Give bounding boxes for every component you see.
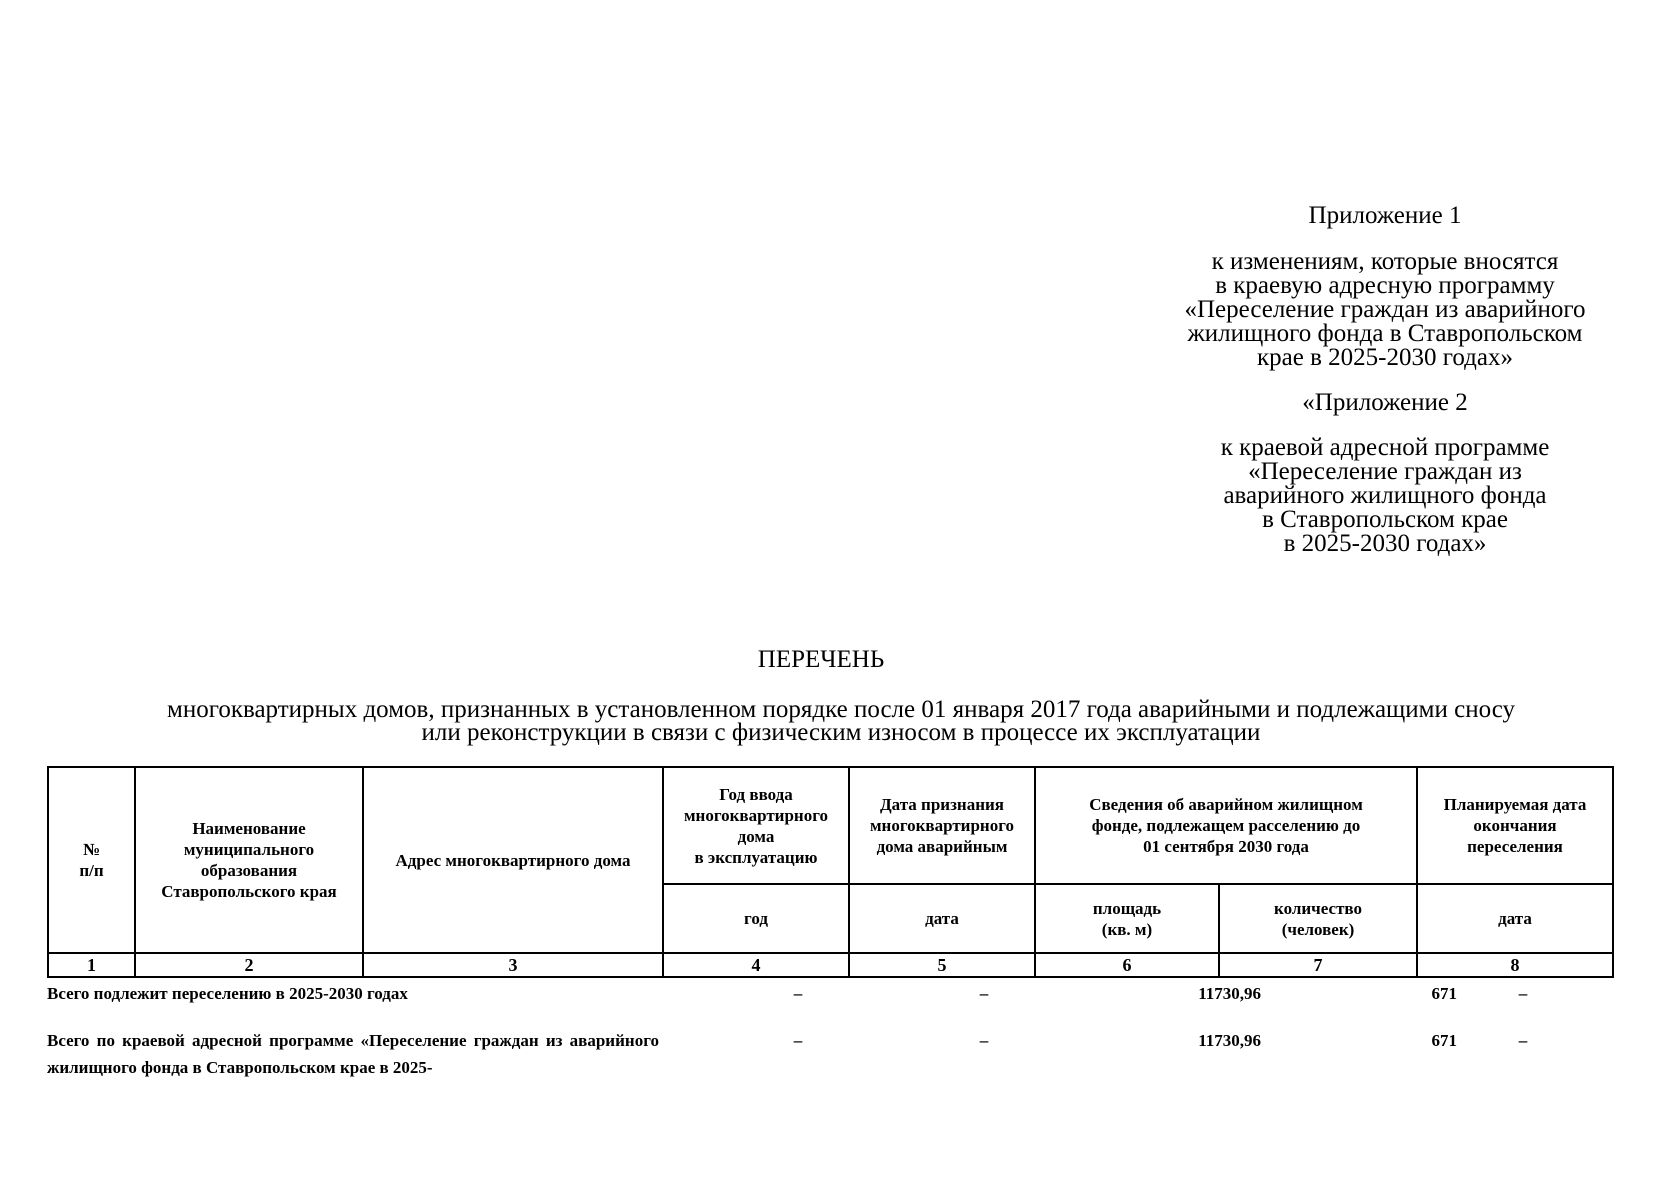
appendix-text-1 <box>1140 250 1630 370</box>
total-label: Всего подлежит переселению в 2025-2030 годах <box>47 984 408 1003</box>
column-number: 5 <box>849 953 1035 977</box>
total-date: – <box>979 984 989 1003</box>
appendix-text-line: «Переселение граждан из <box>1248 458 1522 485</box>
appendix-title-2: «Приложение 2 <box>1302 389 1468 416</box>
total-area: 11730,96 <box>1198 984 1261 1003</box>
subheader-planned-date: дата <box>1417 884 1613 953</box>
subtitle-line: многоквартирных домов, признанных в установленном порядке после 01 января 2017 года аварийными и подлежащими сносу <box>167 696 1515 723</box>
header-municipality: Наименование муниципального образования Ставропольского края <box>135 767 363 953</box>
total-year: – <box>793 984 803 1003</box>
housing-list-table <box>47 766 1614 978</box>
header-planned-date: Планируемая дата окончания переселения <box>1417 767 1613 884</box>
document-subtitle <box>40 698 1642 744</box>
column-number: 7 <box>1219 953 1417 977</box>
subtitle-line: или реконструкции в связи с физическим износом в процессе их эксплуатации <box>421 719 1261 746</box>
total-row <box>47 1027 1612 1081</box>
header-emergency-fund-info: Сведения об аварийном жилищном фонде, подлежащем расселению до 01 сентября 2030 года <box>1035 767 1417 884</box>
appendix-text-line: в краевую адресную программу <box>1215 272 1555 299</box>
total-area: 11730,96 <box>1198 1031 1261 1050</box>
appendix-header <box>1140 204 1630 577</box>
total-year: – <box>793 1031 803 1050</box>
table-header-row <box>48 767 1613 884</box>
appendix-text-line: аварийного жилищного фонда <box>1223 482 1547 509</box>
appendix-text-line: в 2025-2030 годах» <box>1283 530 1487 557</box>
header-emergency-date: Дата признания многоквартирного дома аварийным <box>849 767 1035 884</box>
total-planned-date: – <box>1518 984 1528 1003</box>
subheader-date: дата <box>849 884 1035 953</box>
column-number: 3 <box>363 953 663 977</box>
total-row <box>47 980 1612 1027</box>
appendix-title-1: Приложение 1 <box>1308 202 1462 229</box>
subheader-people: количество (человек) <box>1219 884 1417 953</box>
header-address: Адрес многоквартирного дома <box>363 767 663 953</box>
column-numbers-row <box>48 953 1613 977</box>
column-number: 6 <box>1035 953 1219 977</box>
appendix-text-line: в Ставропольском крае <box>1262 506 1508 533</box>
total-people: 671 <box>1431 984 1457 1003</box>
subheader-year: год <box>663 884 849 953</box>
column-number: 2 <box>135 953 363 977</box>
column-number: 8 <box>1417 953 1613 977</box>
total-date: – <box>979 1031 989 1050</box>
appendix-text-line: крае в 2025-2030 годах» <box>1257 344 1513 371</box>
subheader-area: площадь (кв. м) <box>1035 884 1219 953</box>
appendix-text-line: к изменениям, которые вносятся <box>1211 248 1559 275</box>
appendix-text-2 <box>1140 436 1630 556</box>
total-label: Всего по краевой адресной программе «Переселение граждан из аварийного жилищного фонда в Ставропольском крае в 2025- <box>47 1031 659 1077</box>
header-commission-year: Год ввода многоквартирного дома в эксплуатацию <box>663 767 849 884</box>
header-number: № п/п <box>48 767 135 953</box>
appendix-text-line: жилищного фонда в Ставропольском <box>1187 320 1583 347</box>
appendix-text-line: «Переселение граждан из аварийного <box>1184 296 1586 323</box>
total-people: 671 <box>1431 1031 1457 1050</box>
total-planned-date: – <box>1518 1031 1528 1050</box>
column-number: 4 <box>663 953 849 977</box>
column-number: 1 <box>48 953 135 977</box>
appendix-text-line: к краевой адресной программе <box>1220 434 1550 461</box>
document-title: ПЕРЕЧЕНЬ <box>757 646 885 673</box>
totals-section <box>47 980 1612 1081</box>
